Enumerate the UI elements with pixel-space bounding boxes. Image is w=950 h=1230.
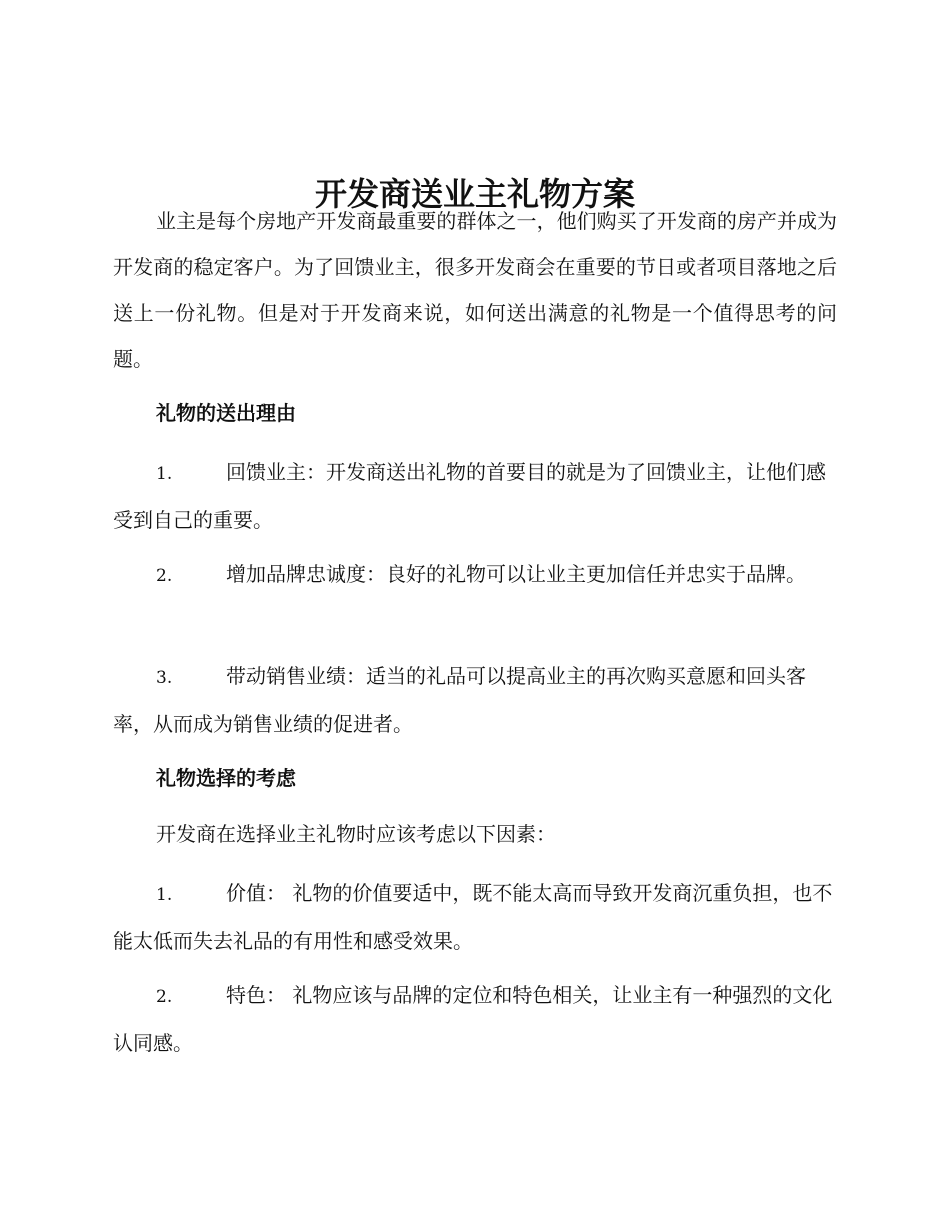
list-text: 增加品牌忠诚度：良好的礼物可以让业主更加信任并忠实于品牌。 (226, 562, 806, 586)
section-heading-reasons: 礼物的送出理由 (156, 401, 296, 425)
list-text: 回馈业主：开发商送出礼物的首要目的就是为了回馈业主，让他们感受到自己的重要。 (113, 460, 826, 532)
list-number: 2. (156, 566, 173, 586)
list-number: 1. (156, 885, 173, 905)
list-item (113, 551, 837, 599)
list-number: 3. (156, 668, 173, 688)
list-item (113, 653, 837, 747)
list-number: 1. (156, 464, 173, 484)
list-item (113, 870, 837, 964)
list-item (113, 449, 837, 543)
intro-paragraph: 业主是每个房地产开发商最重要的群体之一，他们购买了开发商的房产并成为开发商的稳定客户。为了回馈业主，很多开发商会在重要的节日或者项目落地之后送上一份礼物。但是对于开发商来说，如何送出满意的礼物是一个值得思考的问题。 (113, 209, 837, 371)
list-text: 特色： 礼物应该与品牌的定位和特色相关，让业主有一种强烈的文化认同感。 (113, 983, 833, 1055)
section-lead-paragraph: 开发商在选择业主礼物时应该考虑以下因素： (156, 822, 556, 846)
section-heading-considerations: 礼物选择的考虑 (156, 766, 296, 790)
list-number: 2. (156, 987, 173, 1007)
list-item (113, 972, 837, 1066)
list-text: 带动销售业绩：适当的礼品可以提高业主的再次购买意愿和回头客率，从而成为销售业绩的促进者。 (113, 664, 806, 736)
list-text: 价值： 礼物的价值要适中，既不能太高而导致开发商沉重负担，也不能太低而失去礼品的有用性和感受效果。 (113, 881, 833, 953)
document-title: 开发商送业主礼物方案 (314, 175, 635, 214)
